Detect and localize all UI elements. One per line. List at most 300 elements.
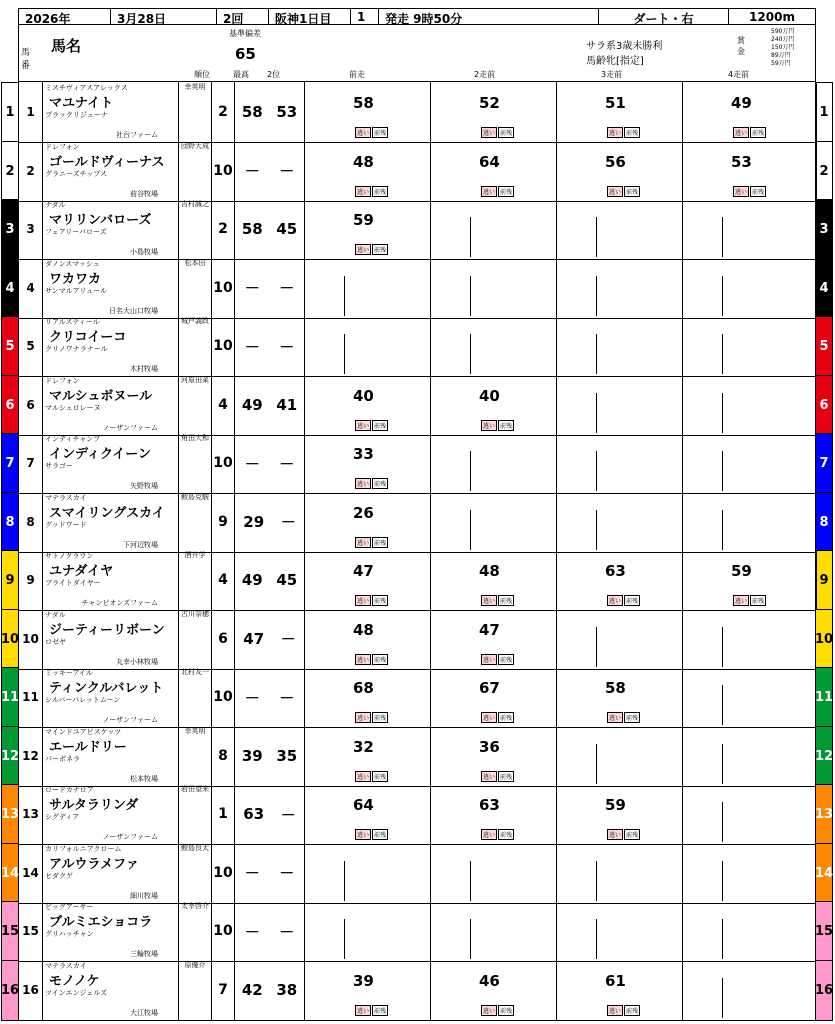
past-run [683,82,817,142]
horse-number: 2 [19,141,43,201]
horse-name[interactable]: マリリンバローズ [49,213,152,228]
horse-name[interactable]: アルウラメファ [49,856,139,872]
best-scores [235,375,305,435]
past-run-empty [683,726,817,786]
blank-box [683,919,723,959]
horse-name[interactable]: クリコイーコ [49,330,127,345]
speed-index: 59 [731,562,752,580]
past-run-empty [557,609,683,669]
jockey: 太宰啓介 [179,901,212,961]
prev2-header: 2走前 [474,70,496,79]
past-run [683,550,817,610]
run-tags: 逃い 前残 [481,1005,514,1016]
horse-number: 1 [19,82,43,142]
run-tags: 逃い 前残 [481,186,514,197]
sire: サトノクラウン [45,552,94,560]
blank-box [683,334,723,374]
run-tags: 逃い 前残 [355,829,388,840]
frame-band-right: 3 [815,199,833,260]
speed-index: 59 [605,796,626,814]
past-run-empty [557,433,683,493]
horse-name[interactable]: マルシュボヌール [49,388,153,404]
speed-index: 48 [479,562,500,580]
horse-info [43,375,179,435]
past-run [305,550,431,610]
blank-box [305,861,345,901]
past-run [431,82,557,142]
race-header [18,8,816,25]
jockey: 鮫島良太 [179,843,212,903]
run-tags: 逃い 前残 [607,829,640,840]
horse-number: 7 [19,433,43,493]
past-run [431,667,557,727]
run-tags: 逃い 前残 [607,127,640,138]
farm: 小島牧場 [130,248,158,256]
horse-name[interactable]: サルタラリンダ [49,798,139,813]
dam: グラニーズチップス [45,169,108,178]
dam: マルシュロレーヌ [45,403,101,412]
blank-box [683,802,723,842]
best-score: 58 [241,220,263,238]
blank-box [557,744,597,784]
kai: 2回 [217,9,269,24]
horse-row [0,667,834,728]
best-score: 49 [241,571,263,589]
speed-index: 58 [353,94,374,112]
start-time: 発走 9時50分 [379,9,599,24]
dam: フェアリーバローズ [45,228,107,236]
rank: 10 [212,316,235,376]
rank: 10 [212,141,235,201]
second-score: － [280,513,296,531]
jockey: 幸英明 [179,726,212,786]
farm: ノーザンファーム [102,423,158,432]
jockey: 北村友一 [179,667,212,727]
best-scores [235,258,305,318]
horse-info [43,667,179,727]
run-tags: 逃い 前残 [607,1005,640,1016]
rank: 2 [212,82,235,142]
horse-number: 14 [19,843,43,903]
horse-info [43,433,179,493]
past-run-empty [557,375,683,435]
best-scores [235,316,305,376]
rank: 10 [212,843,235,903]
past-run [557,667,683,727]
blank-box [557,276,597,316]
horse-info [43,199,179,259]
sire: ドレフォン [45,142,80,151]
second-score: － [280,805,296,824]
horse-info [43,141,179,201]
sire: ダノンスマッシュ [45,259,100,268]
run-tags: 逃い 前残 [481,420,514,431]
jockey: 幸英明 [179,82,212,142]
dam: ロゼヤ [45,637,66,646]
past-run-empty [431,258,557,318]
blank-box [557,627,597,667]
run-tags: 逃い 前残 [355,420,388,431]
blank-box [557,393,597,433]
blank-box [683,685,723,725]
race-class: サラ系3歳未勝利 [586,41,663,52]
sire: ナダル [45,201,66,209]
sire: リアルスティール [45,318,100,326]
speed-index: 53 [731,152,752,171]
blank-box [557,217,597,257]
farm: 前谷牧場 [130,189,158,198]
past-run [305,141,431,201]
jockey: 角田大和 [179,433,212,493]
year: 2026年 [19,9,111,24]
past-run [305,375,431,435]
std-label: 基準偏差 [229,29,261,38]
past-run-empty [305,901,431,961]
past-run-empty [683,375,817,435]
past-run-empty [431,901,557,961]
jockey: 岩田望来 [179,784,212,844]
horse-row [0,960,834,1021]
blank-box [557,861,597,901]
speed-index: 40 [479,386,500,405]
farm: ノーザンファーム [102,716,158,724]
run-tags: 逃い 前残 [481,712,514,723]
prize-4: 89万円 [771,52,791,59]
farm: 三輪牧場 [130,950,158,958]
past-run-empty [683,258,817,318]
horse-name[interactable]: ブルミエショコラ [49,915,153,930]
horse-row [5,258,829,319]
past-run [305,960,431,1020]
frame-band-right: 15 [815,901,833,962]
frame-band-right: 10 [815,609,833,670]
farm: 細川牧場 [130,891,158,900]
uma-header: 馬番 [21,48,31,71]
frame-band-right: 2 [815,141,833,202]
speed-index: 68 [353,679,374,697]
horse-info [43,492,179,552]
best-scores [235,433,305,493]
speed-index: 36 [479,737,500,756]
blank-box [431,919,471,959]
race-number: 1 [351,9,379,24]
horse-row [0,843,834,904]
frame-band-left: 7 [1,433,19,494]
past-run [305,667,431,727]
horse-row [5,433,829,494]
dam: ヒダクゲ [45,871,73,880]
horse-number: 9 [19,550,43,610]
past-run [431,550,557,610]
run-tags: 逃い 前残 [355,771,388,782]
venue: 阪神1日目 [269,9,351,24]
past-run-empty [431,843,557,903]
run-tags: 逃い 前残 [481,127,514,138]
blank-box [683,451,723,491]
horse-number: 13 [19,784,43,844]
past-run-empty [557,843,683,903]
rank: 8 [212,726,235,786]
run-tags: 逃い 前残 [481,654,514,665]
rank: 9 [212,492,235,552]
past-run [305,784,431,844]
horse-info [43,82,179,142]
speed-index: 52 [479,94,500,112]
speed-index: 58 [605,679,626,697]
second-score: － [279,279,295,297]
best-score: － [244,279,260,297]
second-score: － [279,337,295,356]
frame-band-left: 14 [1,843,19,904]
best-scores [235,843,305,903]
dam: グリハッチャン [45,930,94,938]
past-run-empty [431,199,557,259]
frame-band-right: 14 [815,843,833,904]
past-run-empty [683,433,817,493]
frame-band-right: 7 [815,433,833,494]
best-scores [235,901,305,961]
best-scores [235,82,305,142]
rank: 10 [212,258,235,318]
blank-box [431,276,471,316]
run-tags: 逃い 前残 [607,712,640,723]
horse-info [43,901,179,961]
horse-name[interactable]: ユナダイヤ [49,564,114,579]
best-scores [235,550,305,610]
run-tags: 逃い 前残 [481,595,514,606]
rank: 4 [212,550,235,610]
speed-index: 46 [479,971,500,990]
farm: 下河辺牧場 [123,540,158,549]
horse-name[interactable]: モノノケ [49,973,100,989]
blank-box [557,510,597,550]
past-run-empty [557,726,683,786]
blank-box [431,861,471,901]
past-run-empty [431,433,557,493]
prev3-header: 3走前 [601,70,623,79]
horse-row [0,609,834,670]
past-run-empty [683,609,817,669]
speed-index: 33 [353,445,374,463]
horse-info [43,726,179,786]
dam: シグディア [45,813,80,821]
horse-number: 11 [19,667,43,727]
blank-box [305,334,345,374]
farm: 矢野牧場 [130,482,158,490]
frame-band-left: 9 [1,550,19,611]
best-score: 58 [241,103,263,121]
speed-index: 64 [353,796,374,814]
blank-box [557,451,597,491]
second-score: － [279,922,295,941]
second-score: 45 [276,571,298,589]
frame-band-right: 1 [815,82,833,143]
horse-info [43,550,179,610]
horse-info [43,843,179,903]
rank: 10 [212,667,235,727]
std-value: 65 [235,45,256,63]
horse-number: 16 [19,960,43,1020]
horse-number: 12 [19,726,43,786]
horse-row [5,375,829,436]
best-scores [235,141,305,201]
horse-name[interactable]: スマイリングスカイ [49,505,165,521]
best-score: － [244,337,260,356]
horse-name[interactable]: ティンクルバレット [49,681,164,696]
horse-number: 6 [19,375,43,435]
name-header: 馬名 [51,37,82,55]
second-score: 35 [276,746,298,765]
frame-band-right: 9 [815,550,833,611]
past-run-empty [683,784,817,844]
horse-row [0,726,834,787]
dam: ブラックリジューナ [45,111,108,119]
past-run [305,609,431,669]
dam: ブライトダイヤー [45,579,101,587]
run-tags: 逃い 前残 [481,771,514,782]
sire: カリフォルニアクローム [45,844,122,853]
best-score: － [244,162,260,180]
second-header: 2位 [267,70,281,79]
past-run-empty [683,199,817,259]
jockey: 酒井学 [179,550,212,610]
past-run-empty [305,258,431,318]
past-run-empty [683,316,817,376]
speed-index: 40 [353,386,374,405]
blank-box [683,393,723,433]
farm: 木村牧場 [130,365,158,373]
horse-name[interactable]: ワカワカ [49,271,102,287]
dam: ツインエンジェルズ [45,988,108,997]
speed-index: 32 [353,737,374,756]
sire: ドレフォン [45,376,80,385]
past-run-empty [557,258,683,318]
sire: マテラスカイ [45,493,87,502]
blank-box [431,334,471,374]
farm: チャンピオンズファーム [81,599,158,607]
dam: サンマルアリュール [45,286,108,295]
distance: 1200m [749,10,795,24]
past-run-empty [557,316,683,376]
horse-name[interactable]: ゴールドヴィーナス [49,154,165,170]
horse-name[interactable]: エールドリー [49,739,127,755]
past-run [683,141,817,201]
frame-band-left: 4 [1,258,19,319]
past-run [557,960,683,1020]
run-tags: 逃い 前残 [355,478,388,489]
horse-number: 4 [19,258,43,318]
frame-band-right: 12 [815,726,833,787]
speed-index: 59 [353,211,374,229]
track: ダート・右 [599,9,729,24]
horse-name[interactable]: マユナイト [49,96,114,111]
run-tags: 逃い 前残 [355,712,388,723]
blank-box [305,919,345,959]
jockey: 吉村誠之 [179,199,212,259]
frame-band-left: 15 [1,901,19,962]
speed-index: 26 [353,503,374,522]
frame-band-left: 12 [1,726,19,787]
blank-box [431,217,471,257]
past-run [557,82,683,142]
prize-3: 150万円 [771,44,795,51]
frame-band-right: 8 [815,492,833,553]
speed-index: 63 [479,796,500,814]
jockey: 原優介 [179,960,212,1020]
run-tags: 逃い 前残 [355,186,388,197]
second-score: － [279,864,295,882]
jockey: 古川奈穂 [179,609,212,669]
rank-header: 順位 [194,70,210,79]
past-run [305,82,431,142]
best-score: 42 [241,980,263,999]
frame-band-left: 3 [1,199,19,260]
best-scores [235,784,305,844]
frame-band-left: 2 [1,141,19,202]
farm: 社台ファーム [116,131,158,139]
horse-info [43,960,179,1020]
best-score: 29 [243,512,265,531]
dam: サラゴー [45,462,73,470]
past-run [431,960,557,1020]
speed-index: 48 [353,152,374,171]
speed-index: 63 [605,562,626,580]
best-scores [235,960,305,1020]
past-run-empty [683,960,817,1020]
horse-name[interactable]: インディクイーン [49,447,152,462]
farm: 大江牧場 [130,1008,158,1017]
jockey: 鮫島克駿 [179,492,212,552]
rank: 4 [212,375,235,435]
past-run-empty [431,492,557,552]
farm: 松本牧場 [130,774,158,783]
farm: ノーザンファーム [102,833,158,841]
run-tags: 逃い 前残 [607,595,640,606]
horse-info [43,609,179,669]
run-tags: 逃い 前残 [481,829,514,840]
past-run-empty [305,316,431,376]
rank: 7 [212,960,235,1020]
horse-row [0,901,834,962]
past-run [557,784,683,844]
dam: シルバーバレットムーン [45,696,121,704]
blank-box [431,451,471,491]
past-run-empty [683,667,817,727]
past-run [431,784,557,844]
prev4-header: 4走前 [728,70,750,79]
past-run [305,492,431,552]
past-run-empty [683,492,817,552]
horse-name[interactable]: ジーティーリボーン [49,622,165,638]
rank: 1 [212,784,235,844]
past-run [305,433,431,493]
best-score: 47 [243,629,265,648]
second-score: － [279,688,295,707]
blank-box [683,627,723,667]
horse-info [43,316,179,376]
farm: 日名大山口牧場 [109,306,158,315]
frame-band-left: 13 [1,784,19,845]
sire: インディチャンプ [45,435,101,443]
horse-info [43,784,179,844]
second-score: 45 [276,220,298,238]
past-run [431,726,557,786]
run-tags: 逃い 前残 [355,127,388,138]
horse-row [5,492,829,553]
best-score: 49 [241,395,263,414]
run-tags: 逃い 前残 [733,127,766,138]
best-scores [235,609,305,669]
